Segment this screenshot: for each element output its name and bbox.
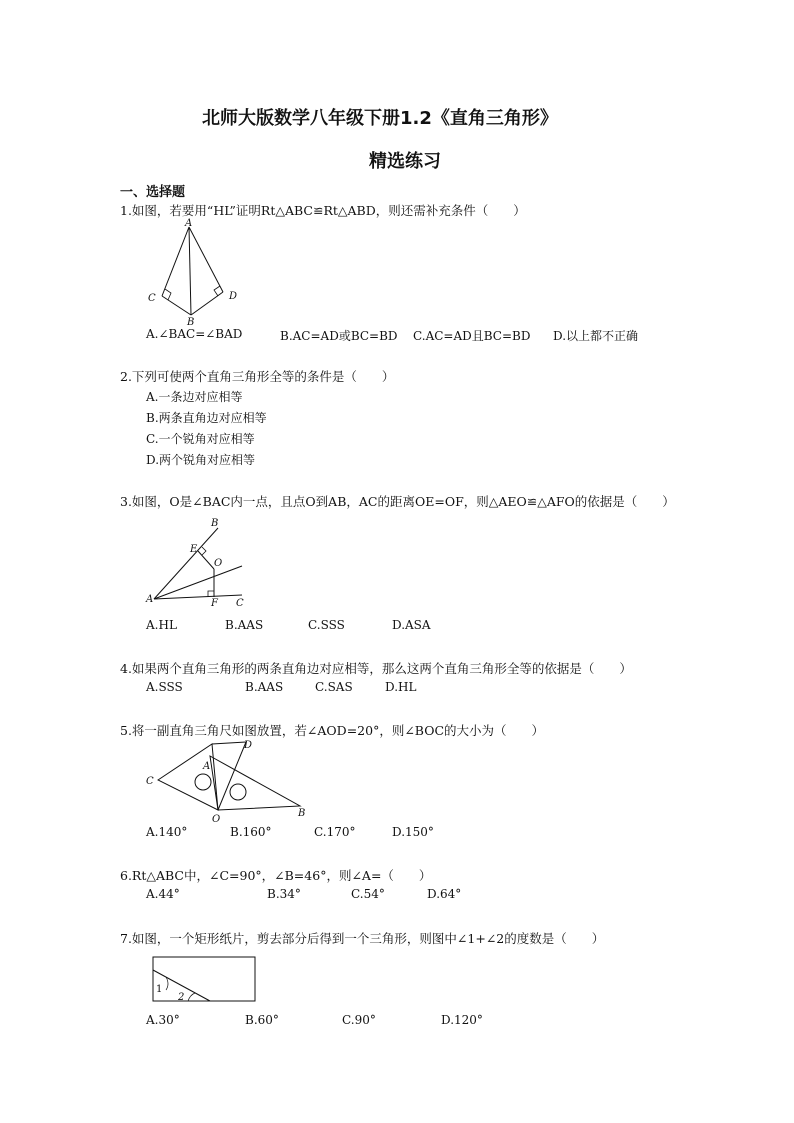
question-5-stem: 5.将一副直角三角尺如图放置，若∠AOD=20°，则∠BOC的大小为（ ） (120, 723, 545, 738)
question-7-stem: 7.如图，一个矩形纸片，剪去部分后得到一个三角形，则图中∠1+∠2的度数是（ ） (120, 931, 605, 946)
q1-option-d[interactable]: D.以上都不正确 (553, 329, 639, 343)
q5-label-c: C (146, 776, 154, 787)
question-2-stem: 2.下列可使两个直角三角形全等的条件是（ ） (120, 369, 395, 384)
q3-label-f: F (211, 598, 218, 609)
q6-option-c[interactable]: C.54° (351, 887, 385, 901)
q4-option-a[interactable]: A.SSS (146, 680, 183, 694)
q3-option-c[interactable]: C.SSS (308, 618, 345, 632)
q3-label-c: C (236, 598, 244, 609)
q1-option-a[interactable]: A.∠BAC=∠BAD (146, 327, 243, 341)
q1-option-c[interactable]: C.AC=AD且BC=BD (413, 329, 531, 343)
q3-option-b[interactable]: B.AAS (225, 618, 264, 632)
q1-label-c: C (148, 293, 156, 304)
q7-label-1: 1 (156, 984, 163, 995)
question-1-stem: 1.如图，若要用“HL”证明Rt△ABC≌Rt△ABD，则还需补充条件（ ） (120, 203, 526, 218)
q5-option-c[interactable]: C.170° (314, 825, 356, 839)
q3-label-o: O (214, 558, 223, 569)
q4-option-b[interactable]: B.AAS (245, 680, 284, 694)
q5-option-d[interactable]: D.150° (392, 825, 434, 839)
page-subtitle: 精选练习 (369, 151, 441, 172)
question-3-stem: 3.如图，O是∠BAC内一点，且点O到AB，AC的距离OE=OF，则△AEO≌△AFO的依据是（ ） (120, 494, 675, 509)
question-1-figure (140, 216, 250, 328)
question-6-stem: 6.Rt△ABC中，∠C=90°，∠B=46°，则∠A=（ ） (120, 868, 432, 883)
q5-option-b[interactable]: B.160° (230, 825, 272, 839)
q2-option-c[interactable]: C.一个锐角对应相等 (146, 432, 255, 446)
question-7-figure (150, 954, 260, 1004)
q2-option-b[interactable]: B.两条直角边对应相等 (146, 411, 267, 425)
q7-option-c[interactable]: C.90° (342, 1013, 376, 1027)
q2-option-d[interactable]: D.两个锐角对应相等 (146, 453, 256, 467)
q7-label-2: 2 (178, 992, 185, 1003)
q5-label-b: B (298, 808, 306, 819)
q6-option-a[interactable]: A.44° (146, 887, 180, 901)
q3-label-b: B (211, 518, 219, 529)
q5-option-a[interactable]: A.140° (146, 825, 188, 839)
q6-option-d[interactable]: D.64° (427, 887, 462, 901)
q5-label-o: O (212, 814, 221, 825)
q2-option-a[interactable]: A.一条边对应相等 (146, 390, 243, 404)
q6-option-b[interactable]: B.34° (267, 887, 301, 901)
q5-label-d: D (244, 740, 253, 751)
page-title: 北师大版数学八年级下册1.2《直角三角形》 (202, 108, 558, 129)
q1-label-d: D (229, 291, 238, 302)
q4-option-d[interactable]: D.HL (385, 680, 417, 694)
section-heading: 一、选择题 (120, 185, 186, 200)
question-3-figure (142, 514, 254, 610)
q3-label-e: E (190, 544, 198, 555)
q4-option-c[interactable]: C.SAS (315, 680, 353, 694)
q3-option-a[interactable]: A.HL (146, 618, 177, 632)
q1-label-a: A (185, 218, 193, 229)
question-5-figure (140, 736, 315, 826)
q7-option-a[interactable]: A.30° (146, 1013, 180, 1027)
q7-option-d[interactable]: D.120° (441, 1013, 483, 1027)
q1-option-b[interactable]: B.AC=AD或BC=BD (280, 329, 398, 343)
q3-label-a: A (146, 594, 154, 605)
q1-label-b: B (187, 317, 195, 328)
q7-option-b[interactable]: B.60° (245, 1013, 279, 1027)
q5-label-a: A (203, 761, 211, 772)
q3-option-d[interactable]: D.ASA (392, 618, 431, 632)
question-4-stem: 4.如果两个直角三角形的两条直角边对应相等，那么这两个直角三角形全等的依据是（ ） (120, 661, 632, 676)
